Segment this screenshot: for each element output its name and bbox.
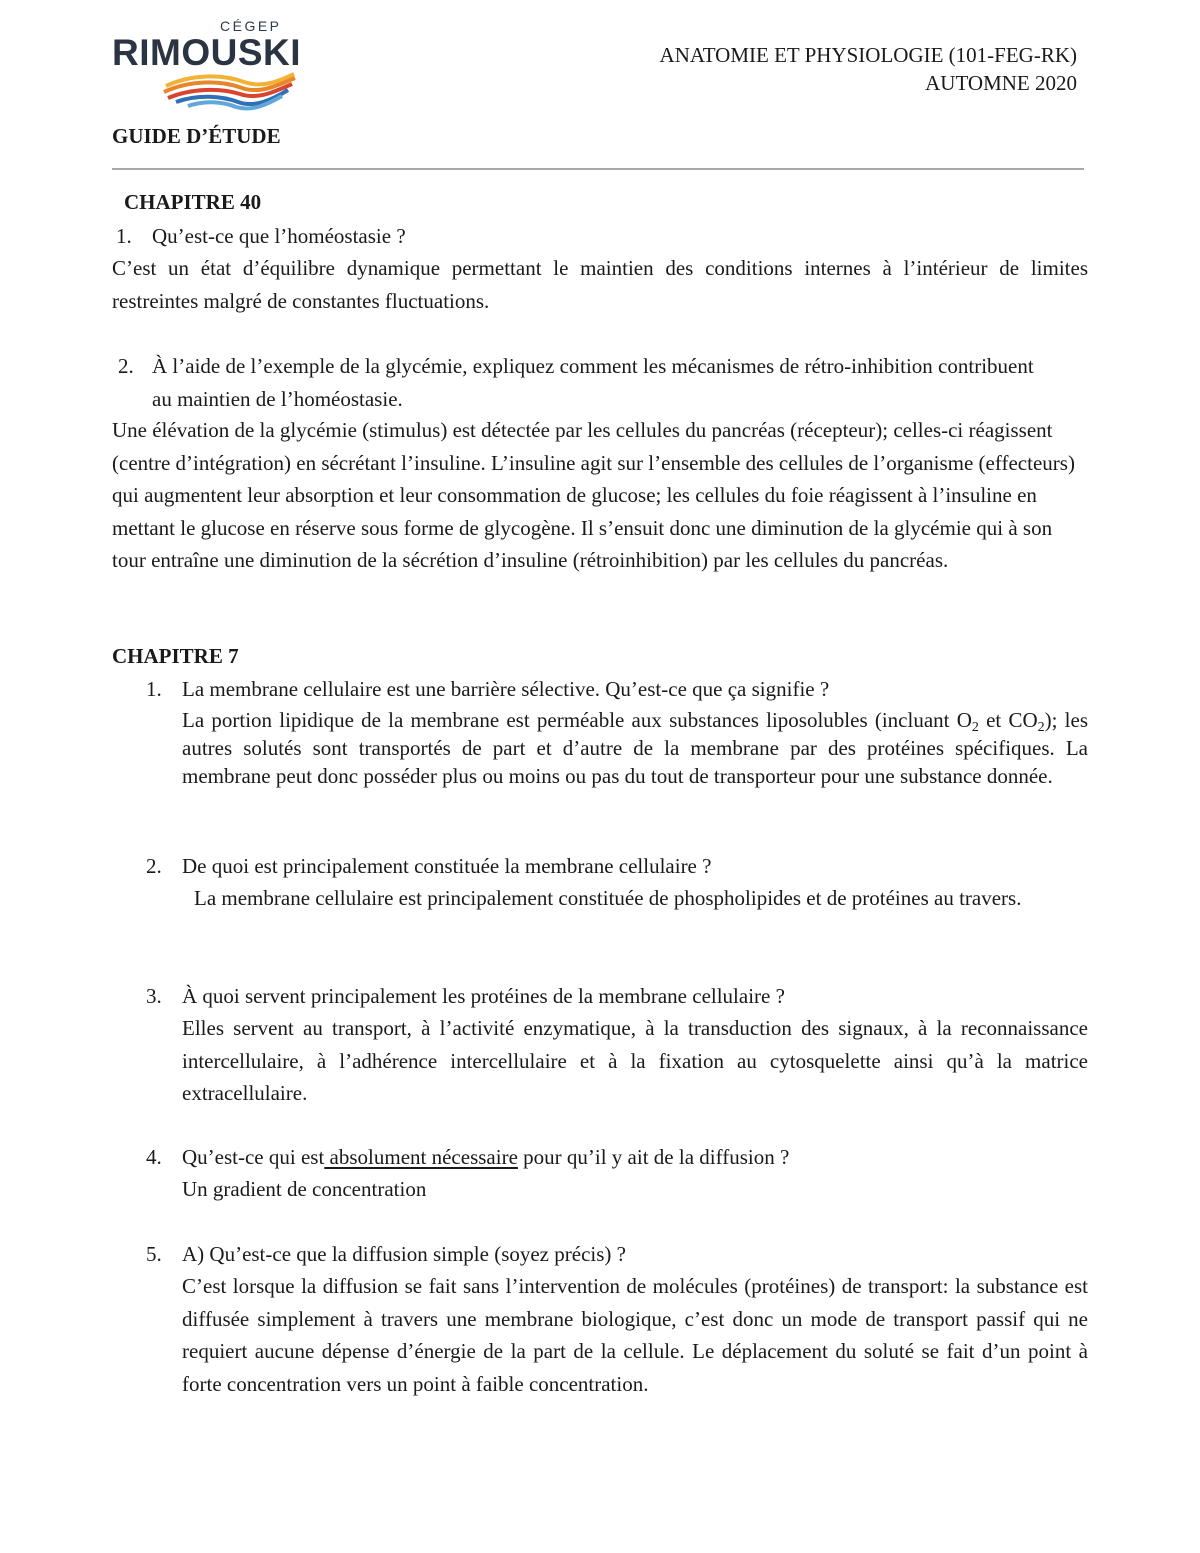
o2-subscript: 2 xyxy=(971,720,979,735)
ch7-q2-question: De quoi est principalement constituée la membrane cellulaire ? xyxy=(182,854,712,878)
ch40-q1-answer: C’est un état d’équilibre dynamique permettant le maintien des conditions internes à l’intérieur de limites restreintes malgré de constantes fluctuations. xyxy=(112,256,1088,313)
ch7-q1-answer xyxy=(182,706,1088,790)
ch7-q5-number: 5. xyxy=(146,1242,162,1266)
logo-waves-icon xyxy=(162,72,298,112)
college-logo xyxy=(112,14,302,100)
ch7-q1-number: 1. xyxy=(146,677,162,701)
ch40-q2-question: À l’aide de l’exemple de la glycémie, expliquez comment les mécanismes de rétro-inhibition contribuent au maintien de l’homéostasie. xyxy=(152,354,1034,411)
ch7-q4-number: 4. xyxy=(146,1145,162,1169)
ch7-q4-question xyxy=(182,1141,789,1174)
ch40-q2-answer: Une élévation de la glycémie (stimulus) est détectée par les cellules du pancréas (récepteur); celles-ci réagissent (centre d’intégration) en sécrétant l’insuline. L’insuline agit sur l’ensemble des cellules de l’organisme (effecteurs) qui augmentent leur absorption et leur consommation de glucose; les cellules du foie réagissent à l’insuline en mettant le glucose en réserve sous forme de glycogène. Il s’ensuit donc une diminution de la glycémie qui à son tour entraîne une diminution de la sécrétion d’insuline (rétroinhibition) par les cellules du pancréas. xyxy=(112,418,1075,572)
ch7-q5-answer: C’est lorsque la diffusion se fait sans l’intervention de molécules (protéines) de transport: la substance est diffusée simplement à travers une membrane biologique, c’est donc un mode de transport passif qui ne requiert aucune dépense d’énergie de la part de la cellule. Le déplacement du soluté se fait d’un point à forte concentration vers un point à faible concentration. xyxy=(182,1274,1088,1396)
ch7-q4-question-end: pour qu’il y ait de la diffusion ? xyxy=(517,1145,790,1169)
ch7-q4-question-start: Qu’est-ce qui est xyxy=(182,1145,325,1169)
logo-cegep-text: CÉGEP xyxy=(220,18,282,34)
co2-subscript: 2 xyxy=(1037,720,1045,735)
ch7-q2-number: 2. xyxy=(146,854,162,878)
ch7-q1-answer-part3: ); les autres solutés sont transportés de part et d’autre de la membrane par des protéines spécifiques. La membrane peut donc posséder plus ou moins ou pas du tout de transporteur pour une substance donnée. xyxy=(182,708,1089,788)
logo-name-text: RIMOUSKI xyxy=(112,32,301,73)
ch7-q1-answer-part1: La portion lipidique de la membrane est perméable aux substances liposolubles (incluant O xyxy=(182,708,972,732)
ch7-q3-number: 3. xyxy=(146,984,162,1008)
ch40-q1-question: Qu’est-ce que l’homéostasie ? xyxy=(152,224,406,248)
ch7-q2-answer: La membrane cellulaire est principalement constituée de phospholipides et de protéines au travers. xyxy=(194,886,1022,910)
ch40-q1-number: 1. xyxy=(116,224,132,248)
ch7-q5-question: A) Qu’est-ce que la diffusion simple (soyez précis) ? xyxy=(182,1242,626,1266)
course-title: ANATOMIE ET PHYSIOLOGIE (101-FEG-RK) xyxy=(659,43,1077,67)
doc-title: GUIDE D’ÉTUDE xyxy=(112,124,281,148)
chapter-7-heading: CHAPITRE 7 xyxy=(112,644,239,668)
ch7-q3-answer: Elles servent au transport, à l’activité enzymatique, à la transduction des signaux, à la reconnaissance intercellulaire, à l’adhérence intercellulaire et à la fixation au cytosquelette ainsi qu’à la matrice extracellulaire. xyxy=(182,1016,1088,1105)
ch7-q1-question: La membrane cellulaire est une barrière sélective. Qu’est-ce que ça signifie ? xyxy=(182,677,830,701)
ch7-q1-answer-part2: et CO xyxy=(978,708,1038,732)
ch7-q4-answer: Un gradient de concentration xyxy=(182,1177,427,1201)
ch7-q4-question-emphasis: absolument nécessaire xyxy=(324,1145,518,1169)
term-label: AUTOMNE 2020 xyxy=(925,71,1077,95)
ch40-q2-number: 2. xyxy=(118,354,134,378)
divider xyxy=(112,168,1084,170)
ch7-q3-question: À quoi servent principalement les protéines de la membrane cellulaire ? xyxy=(182,984,785,1008)
chapter-40-heading: CHAPITRE 40 xyxy=(124,190,262,214)
